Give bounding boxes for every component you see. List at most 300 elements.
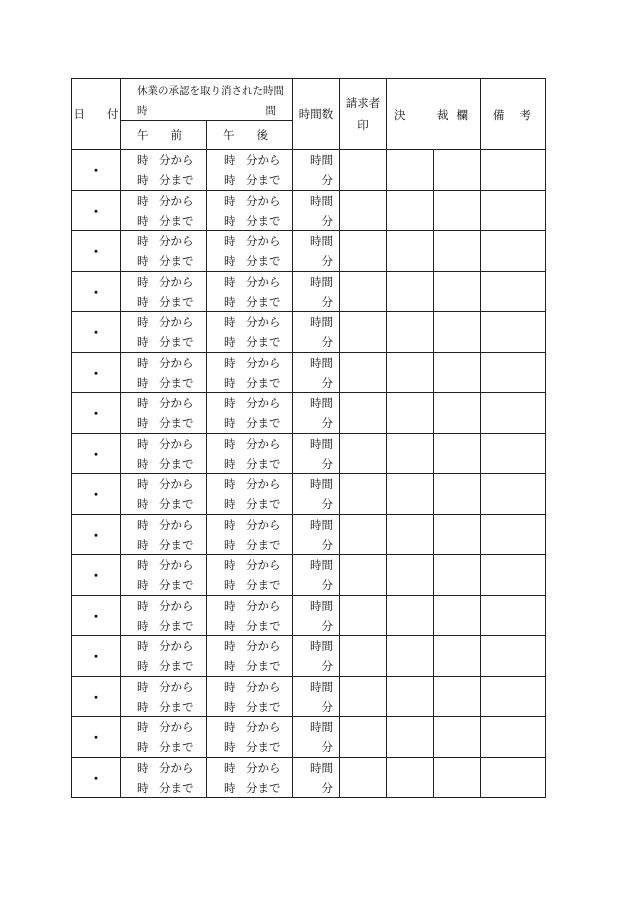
leave-cancellation-form — [71, 78, 545, 798]
date-dot: ・ — [89, 488, 103, 504]
approval-header — [387, 79, 481, 150]
minute-from-label: 分から — [159, 598, 194, 613]
pm-time-cell[interactable] — [207, 757, 293, 798]
minute-from-label: 分から — [246, 153, 281, 167]
hour-label: 時 — [137, 517, 149, 532]
am-label-1: 午 — [137, 128, 149, 142]
hour-label: 時 — [137, 294, 149, 309]
table-row — [72, 231, 546, 272]
minute-from-label: 分から — [159, 355, 194, 370]
header-row-1 — [72, 79, 546, 121]
requester-label: 請求者 — [345, 96, 381, 110]
minute-until-label: 分まで — [159, 254, 194, 268]
hours-unit-label: 時間 — [310, 436, 333, 451]
date-cell[interactable] — [72, 676, 121, 717]
requester-seal-cell[interactable] — [340, 312, 387, 353]
hours-unit-label: 時間 — [310, 396, 333, 410]
hour-label: 時 — [137, 598, 149, 613]
hours-header: 時間数 — [293, 79, 340, 150]
hour-label: 時 — [137, 780, 149, 795]
am-time-cell[interactable] — [121, 757, 207, 798]
minutes-unit-label: 分 — [321, 375, 333, 390]
hours-cell[interactable] — [293, 676, 340, 717]
minute-from-label: 分から — [159, 193, 194, 208]
form-table — [71, 78, 546, 798]
hour-label: 時 — [137, 274, 149, 289]
minute-from-label: 分から — [246, 558, 281, 572]
hour-label: 時 — [224, 639, 236, 653]
approval-cell-2[interactable] — [434, 757, 481, 798]
minute-until-label: 分まで — [246, 254, 281, 268]
hour-label: 時 — [137, 375, 149, 390]
approval-cell-1[interactable] — [387, 150, 434, 191]
minutes-unit-label: 分 — [321, 173, 333, 187]
table-row — [72, 393, 546, 434]
approval-cell-2[interactable] — [434, 676, 481, 717]
remarks-cell[interactable] — [481, 393, 546, 434]
hours-cell[interactable] — [293, 514, 340, 555]
hour-label: 時 — [224, 659, 236, 673]
recall-header — [121, 79, 293, 121]
minute-until-label: 分まで — [159, 375, 194, 390]
minutes-unit-label: 分 — [321, 497, 333, 511]
date-dot: ・ — [89, 164, 103, 180]
minute-from-label: 分から — [246, 355, 281, 370]
approval-cell-1[interactable] — [387, 676, 434, 717]
requester-seal-cell[interactable] — [340, 271, 387, 312]
date-header — [72, 79, 121, 150]
minute-until-label: 分まで — [246, 659, 281, 673]
pm-time-cell[interactable] — [207, 676, 293, 717]
hours-cell[interactable] — [293, 150, 340, 191]
date-cell[interactable] — [72, 312, 121, 353]
pm-time-cell[interactable] — [207, 474, 293, 515]
am-time-cell[interactable] — [121, 555, 207, 596]
am-header — [121, 121, 207, 150]
am-label-2: 前 — [170, 128, 182, 142]
hours-unit-label: 時間 — [310, 639, 333, 653]
am-time-cell[interactable] — [121, 717, 207, 758]
minute-until-label: 分まで — [246, 456, 281, 471]
table-row — [72, 474, 546, 515]
seal-label: 印 — [357, 118, 369, 132]
date-dot: ・ — [89, 326, 103, 342]
remarks-cell[interactable] — [481, 717, 546, 758]
hour-label: 時 — [224, 699, 236, 714]
hour-label: 時 — [137, 396, 149, 410]
hours-cell[interactable] — [293, 271, 340, 312]
hour-label: 時 — [137, 335, 149, 349]
pm-time-cell[interactable] — [207, 190, 293, 231]
am-time-cell[interactable] — [121, 676, 207, 717]
approval-cell-1[interactable] — [387, 312, 434, 353]
remarks-cell[interactable] — [481, 150, 546, 191]
am-time-cell[interactable] — [121, 474, 207, 515]
pm-time-cell[interactable] — [207, 393, 293, 434]
approval-cell-2[interactable] — [434, 717, 481, 758]
am-time-cell[interactable] — [121, 271, 207, 312]
hour-label: 時 — [224, 375, 236, 390]
hour-label: 時 — [137, 720, 149, 734]
approval-cell-2[interactable] — [434, 514, 481, 555]
minute-from-label: 分から — [159, 760, 194, 775]
hour-label: 時 — [137, 699, 149, 714]
hours-unit-label: 時間 — [310, 558, 333, 572]
hour-label: 時 — [224, 558, 236, 572]
minute-from-label: 分から — [159, 558, 194, 572]
hour-label: 時 — [224, 456, 236, 471]
date-cell[interactable] — [72, 352, 121, 393]
minute-from-label: 分から — [159, 234, 194, 248]
approval-cell-1[interactable] — [387, 393, 434, 434]
date-cell[interactable] — [72, 717, 121, 758]
hour-label: 時 — [224, 780, 236, 795]
requester-seal-cell[interactable] — [340, 231, 387, 272]
approval-cell-1[interactable] — [387, 190, 434, 231]
hours-unit-label: 時間 — [310, 234, 333, 248]
requester-seal-cell[interactable] — [340, 150, 387, 191]
date-dot: ・ — [89, 569, 103, 585]
table-row — [72, 352, 546, 393]
am-time-cell[interactable] — [121, 393, 207, 434]
pm-time-cell[interactable] — [207, 150, 293, 191]
minute-from-label: 分から — [246, 234, 281, 248]
hours-cell[interactable] — [293, 352, 340, 393]
date-cell[interactable] — [72, 190, 121, 231]
hours-cell[interactable] — [293, 717, 340, 758]
date-dot: ・ — [89, 366, 103, 382]
approval-cell-1[interactable] — [387, 514, 434, 555]
minutes-unit-label: 分 — [321, 416, 333, 430]
hour-label: 時 — [137, 173, 149, 187]
approval-cell-2[interactable] — [434, 352, 481, 393]
hours-cell[interactable] — [293, 393, 340, 434]
minute-until-label: 分まで — [159, 659, 194, 673]
pm-time-cell[interactable] — [207, 271, 293, 312]
hour-label: 時 — [137, 436, 149, 451]
minute-from-label: 分から — [159, 679, 194, 694]
requester-seal-cell[interactable] — [340, 393, 387, 434]
date-cell[interactable] — [72, 636, 121, 677]
date-cell[interactable] — [72, 514, 121, 555]
minute-until-label: 分まで — [159, 294, 194, 309]
hours-unit-label: 時間 — [310, 153, 333, 167]
date-dot: ・ — [89, 609, 103, 625]
minute-until-label: 分まで — [246, 497, 281, 511]
approval-cell-2[interactable] — [434, 231, 481, 272]
table-row — [72, 433, 546, 474]
minute-until-label: 分まで — [159, 335, 194, 349]
hours-unit-label: 時間 — [310, 517, 333, 532]
table-row — [72, 271, 546, 312]
minute-from-label: 分から — [246, 315, 281, 329]
minute-until-label: 分まで — [159, 416, 194, 430]
requester-seal-cell[interactable] — [340, 190, 387, 231]
hour-label: 時 — [137, 558, 149, 572]
hours-unit-label: 時間 — [310, 477, 333, 491]
hour-label: 時 — [224, 355, 236, 370]
requester-header — [340, 79, 387, 150]
minute-from-label: 分から — [246, 436, 281, 451]
date-cell[interactable] — [72, 231, 121, 272]
hours-unit-label: 時間 — [310, 679, 333, 694]
hour-label: 時 — [224, 477, 236, 491]
minute-until-label: 分まで — [159, 618, 194, 633]
hour-label: 時 — [137, 234, 149, 248]
hour-label: 時 — [224, 274, 236, 289]
minute-from-label: 分から — [159, 315, 194, 329]
minute-until-label: 分まで — [246, 537, 281, 552]
approval-label-1: 決 — [394, 108, 406, 122]
minute-from-label: 分から — [159, 153, 194, 167]
date-dot: ・ — [89, 407, 103, 423]
hour-label: 時 — [137, 193, 149, 208]
hour-label: 時 — [224, 315, 236, 329]
pm-time-cell[interactable] — [207, 231, 293, 272]
remarks-cell[interactable] — [481, 352, 546, 393]
hours-cell[interactable] — [293, 190, 340, 231]
minute-from-label: 分から — [159, 477, 194, 491]
table-row — [72, 595, 546, 636]
minute-until-label: 分まで — [246, 578, 281, 592]
hour-label: 時 — [224, 213, 236, 228]
hour-label: 時 — [137, 355, 149, 370]
hour-label: 時 — [224, 234, 236, 248]
hour-label: 時 — [137, 639, 149, 653]
date-cell[interactable] — [72, 150, 121, 191]
requester-seal-cell[interactable] — [340, 433, 387, 474]
hour-label: 時 — [137, 213, 149, 228]
table-row — [72, 150, 546, 191]
hours-cell[interactable] — [293, 636, 340, 677]
table-row — [72, 312, 546, 353]
hour-label: 時 — [224, 193, 236, 208]
minutes-unit-label: 分 — [321, 335, 333, 349]
minute-from-label: 分から — [246, 720, 281, 734]
pm-time-cell[interactable] — [207, 717, 293, 758]
approval-cell-1[interactable] — [387, 636, 434, 677]
minute-until-label: 分まで — [246, 618, 281, 633]
remarks-cell[interactable] — [481, 312, 546, 353]
remarks-cell[interactable] — [481, 231, 546, 272]
remarks-cell[interactable] — [481, 595, 546, 636]
minute-until-label: 分まで — [159, 740, 194, 754]
requester-seal-cell[interactable] — [340, 474, 387, 515]
requester-seal-cell[interactable] — [340, 676, 387, 717]
recall-title: 休業の承認を取り消された時間 — [137, 85, 284, 97]
requester-seal-cell[interactable] — [340, 595, 387, 636]
minute-from-label: 分から — [159, 274, 194, 289]
am-time-cell[interactable] — [121, 595, 207, 636]
approval-cell-2[interactable] — [434, 271, 481, 312]
hour-label: 時 — [137, 537, 149, 552]
requester-seal-cell[interactable] — [340, 757, 387, 798]
minutes-unit-label: 分 — [321, 659, 333, 673]
minute-from-label: 分から — [246, 477, 281, 491]
hour-label: 時 — [224, 335, 236, 349]
approval-cell-1[interactable] — [387, 555, 434, 596]
remarks-header — [481, 79, 546, 150]
date-dot: ・ — [89, 690, 103, 706]
pm-time-cell[interactable] — [207, 555, 293, 596]
hour-label: 時 — [137, 679, 149, 694]
date-cell[interactable] — [72, 757, 121, 798]
am-time-cell[interactable] — [121, 150, 207, 191]
am-time-cell[interactable] — [121, 514, 207, 555]
approval-cell-2[interactable] — [434, 555, 481, 596]
recall-ji-label: 時 — [137, 105, 148, 117]
hours-cell[interactable] — [293, 312, 340, 353]
hour-label: 時 — [137, 315, 149, 329]
pm-time-cell[interactable] — [207, 433, 293, 474]
approval-cell-1[interactable] — [387, 474, 434, 515]
am-time-cell[interactable] — [121, 352, 207, 393]
date-dot: ・ — [89, 204, 103, 220]
hour-label: 時 — [137, 578, 149, 592]
remarks-cell[interactable] — [481, 757, 546, 798]
minute-from-label: 分から — [246, 517, 281, 532]
minutes-unit-label: 分 — [321, 294, 333, 309]
hour-label: 時 — [224, 436, 236, 451]
hours-cell[interactable] — [293, 595, 340, 636]
pm-time-cell[interactable] — [207, 595, 293, 636]
hours-cell[interactable] — [293, 555, 340, 596]
hour-label: 時 — [224, 537, 236, 552]
hour-label: 時 — [137, 416, 149, 430]
minute-until-label: 分まで — [246, 375, 281, 390]
hour-label: 時 — [224, 153, 236, 167]
remarks-cell[interactable] — [481, 636, 546, 677]
minute-until-label: 分まで — [159, 213, 194, 228]
hours-unit-label: 時間 — [310, 598, 333, 613]
approval-label-3: 欄 — [456, 108, 468, 122]
approval-cell-1[interactable] — [387, 595, 434, 636]
hours-unit-label: 時間 — [310, 355, 333, 370]
requester-seal-cell[interactable] — [340, 717, 387, 758]
minutes-unit-label: 分 — [321, 618, 333, 633]
approval-cell-1[interactable] — [387, 433, 434, 474]
approval-cell-2[interactable] — [434, 190, 481, 231]
approval-cell-2[interactable] — [434, 150, 481, 191]
table-row — [72, 717, 546, 758]
am-time-cell[interactable] — [121, 190, 207, 231]
remarks-label-2: 考 — [519, 108, 531, 122]
requester-seal-cell[interactable] — [340, 636, 387, 677]
hour-label: 時 — [224, 517, 236, 532]
remarks-cell[interactable] — [481, 271, 546, 312]
hours-cell[interactable] — [293, 433, 340, 474]
minute-from-label: 分から — [159, 720, 194, 734]
date-cell[interactable] — [72, 393, 121, 434]
requester-seal-cell[interactable] — [340, 352, 387, 393]
hours-unit-label: 時間 — [310, 720, 333, 734]
date-cell[interactable] — [72, 555, 121, 596]
approval-label-2: 裁 — [437, 108, 449, 122]
date-cell[interactable] — [72, 474, 121, 515]
hour-label: 時 — [224, 740, 236, 754]
hour-label: 時 — [137, 659, 149, 673]
approval-cell-2[interactable] — [434, 393, 481, 434]
minute-from-label: 分から — [246, 598, 281, 613]
minutes-unit-label: 分 — [321, 537, 333, 552]
recall-kan-label: 間 — [265, 105, 276, 117]
minute-until-label: 分まで — [246, 416, 281, 430]
table-row — [72, 636, 546, 677]
pm-header — [207, 121, 293, 150]
hours-cell[interactable] — [293, 474, 340, 515]
hour-label: 時 — [224, 618, 236, 633]
requester-seal-cell[interactable] — [340, 555, 387, 596]
hour-label: 時 — [224, 598, 236, 613]
pm-label-2: 後 — [256, 128, 268, 142]
pm-time-cell[interactable] — [207, 352, 293, 393]
pm-time-cell[interactable] — [207, 636, 293, 677]
minute-from-label: 分から — [246, 679, 281, 694]
date-dot: ・ — [89, 528, 103, 544]
approval-cell-1[interactable] — [387, 271, 434, 312]
minute-until-label: 分まで — [246, 780, 281, 795]
remarks-cell[interactable] — [481, 555, 546, 596]
hours-cell[interactable] — [293, 231, 340, 272]
approval-cell-2[interactable] — [434, 636, 481, 677]
remarks-cell[interactable] — [481, 676, 546, 717]
pm-time-cell[interactable] — [207, 312, 293, 353]
date-cell[interactable] — [72, 271, 121, 312]
hour-label: 時 — [224, 294, 236, 309]
approval-cell-1[interactable] — [387, 231, 434, 272]
pm-time-cell[interactable] — [207, 514, 293, 555]
am-time-cell[interactable] — [121, 433, 207, 474]
hour-label: 時 — [224, 578, 236, 592]
hour-label: 時 — [137, 254, 149, 268]
approval-cell-2[interactable] — [434, 474, 481, 515]
date-cell[interactable] — [72, 595, 121, 636]
table-row — [72, 514, 546, 555]
minute-until-label: 分まで — [246, 173, 281, 187]
minute-until-label: 分まで — [159, 456, 194, 471]
approval-cell-1[interactable] — [387, 352, 434, 393]
approval-cell-2[interactable] — [434, 433, 481, 474]
remarks-cell[interactable] — [481, 433, 546, 474]
date-dot: ・ — [89, 447, 103, 463]
requester-seal-cell[interactable] — [340, 514, 387, 555]
approval-cell-1[interactable] — [387, 757, 434, 798]
hours-cell[interactable] — [293, 757, 340, 798]
am-time-cell[interactable] — [121, 312, 207, 353]
date-cell[interactable] — [72, 433, 121, 474]
minute-from-label: 分から — [246, 193, 281, 208]
hour-label: 時 — [137, 497, 149, 511]
minute-from-label: 分から — [246, 274, 281, 289]
minute-until-label: 分まで — [246, 699, 281, 714]
remarks-cell[interactable] — [481, 514, 546, 555]
hour-label: 時 — [137, 477, 149, 491]
am-time-cell[interactable] — [121, 231, 207, 272]
table-row — [72, 676, 546, 717]
remarks-cell[interactable] — [481, 190, 546, 231]
approval-cell-2[interactable] — [434, 595, 481, 636]
hour-label: 時 — [137, 456, 149, 471]
remarks-cell[interactable] — [481, 474, 546, 515]
approval-cell-2[interactable] — [434, 312, 481, 353]
minute-until-label: 分まで — [159, 537, 194, 552]
am-time-cell[interactable] — [121, 636, 207, 677]
minute-from-label: 分から — [246, 396, 281, 410]
approval-cell-1[interactable] — [387, 717, 434, 758]
minute-until-label: 分まで — [246, 740, 281, 754]
minute-until-label: 分まで — [159, 497, 194, 511]
hour-label: 時 — [224, 497, 236, 511]
